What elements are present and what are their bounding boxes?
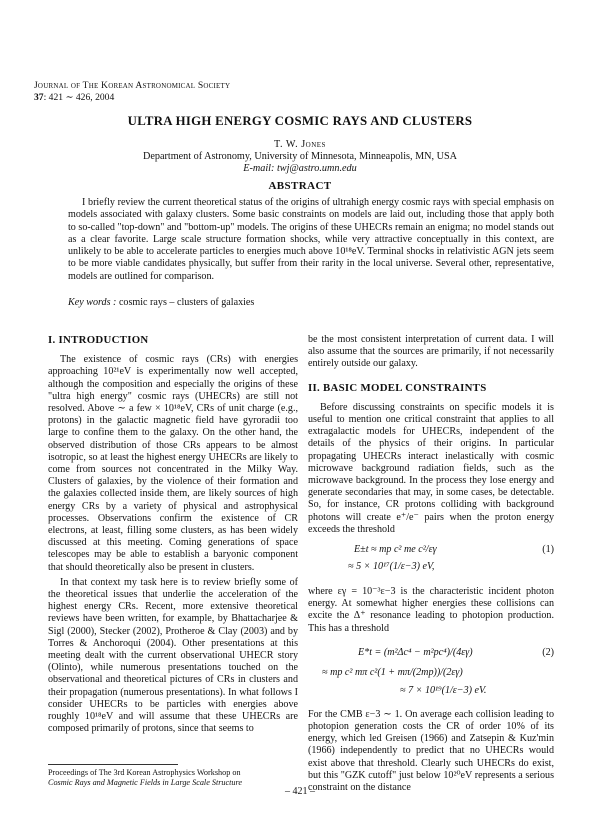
- equation-2-number: (2): [542, 646, 554, 658]
- email-line: E-mail: twj@astro.umn.edu: [243, 163, 357, 174]
- equation-2-line-1: E*t = (m²Δc⁴ − m²pc⁴)/(4εγ): [358, 646, 473, 658]
- constraints-paragraph-2: where εγ = 10⁻³ε−3 is the characteristic incident photon energy. At somewhat higher energies these collisions can excite the Δ⁺ resonance leading to photopion production. This has a threshold: [308, 586, 554, 634]
- abstract-heading: ABSTRACT: [268, 180, 332, 192]
- continued-text: be the most consistent interpretation of current data. I will also assume that the sources are primarily, if not necessarily entirely outside our galaxy.: [308, 334, 554, 370]
- equation-1-number: (1): [542, 544, 554, 556]
- section-heading-constraints: II. BASIC MODEL CONSTRAINTS: [308, 381, 487, 394]
- equation-2-line-3: ≈ 7 × 10¹⁹(1/ε−3) eV.: [400, 684, 487, 696]
- left-column: [48, 334, 298, 736]
- keywords: Key words : cosmic rays – clusters of galaxies: [68, 297, 255, 308]
- equation-2-line-2: ≈ mp c² mπ c²(1 + mπ/(2mp))/(2εγ): [322, 666, 463, 678]
- volume-pages: 37: 421 ∼ 426, 2004: [34, 92, 115, 103]
- equation-2: [308, 643, 554, 703]
- journal-name: Journal of The Korean Astronomical Society: [34, 80, 231, 91]
- paper-title: ULTRA HIGH ENERGY COSMIC RAYS AND CLUSTERS: [127, 114, 473, 128]
- equation-1-line-1: E±t ≈ mp c² me c²/εγ: [354, 544, 437, 556]
- footnote: Proceedings of The 3rd Korean Astrophysics Workshop on Cosmic Rays and Magnetic Fields in Large Scale Structure: [48, 768, 243, 788]
- section-heading-introduction: I. INTRODUCTION: [48, 334, 149, 346]
- equation-1: [308, 544, 554, 582]
- author: T. W. Jones: [274, 139, 326, 150]
- equation-1-line-2: ≈ 5 × 10¹⁷(1/ε−3) eV,: [348, 561, 435, 573]
- abstract-text: I briefly review the current theoretical status of the origins of ultrahigh energy cosmic rays with special emphasis on models associated with galaxy clusters. Some basic constraints on models are laid out, including those that apply both to so-called "top-down" and "bottom-up" models. The origins of these UHECRs remain an enigma; no model stands out as a clear favorite. Large scale structure formation shocks, while very attractive conceptually in this context, are unlikely to be able to accelerate particles to energies much above 10¹⁸eV. Terminal shocks in relativistic AGN jets seem to be more viable candidates physically, but suffer from their rarity in the local universe. Several other, representative, models are outlined for comparison.: [68, 197, 554, 282]
- constraints-paragraph-1: Before discussing constraints on specific models it is useful to mention one critical constraint that applies to all extragalactic models for UHECRs, independent of the details of the physics of their origins. In particular propagating UHECRs interact inelastically with cosmic microwave background radiation fields, such as the microwave background. In the process they lose energy and generate secondaries that may, in some cases, be detectable. So, for instance, CR protons colliding with background photons will create e⁺/e⁻ pairs when the proton energy exceeds the threshold: [308, 401, 554, 535]
- footnote-rule: [48, 764, 178, 765]
- affiliation: Department of Astronomy, University of Minnesota, Minneapolis, MN, USA: [143, 151, 457, 162]
- intro-paragraph-1: The existence of cosmic rays (CRs) with energies approaching 10²¹eV is experimentally now well accepted, although the composition and especially the origins of these "ultra high energy" cosmic rays (UHECRs) are still not resolved. Above ∼ a few × 10¹⁸eV, CRs of unit charge (e.g., protons) in the galactic magnetic field have gyroradii too large to confine them to the galaxy. On the other hand, the observed distribution of those CRs appears to be almost isotropic, so at least the highest energy UHECRs are likely to come from sources not concentrated in the Milky Way. Clusters of galaxies, by the violence of their formation and the galaxies collected inside them, are likely sources of high energy CRs by a variety of physical and astrophysical processes. Observations confirm the existence of CR electrons, at least, filling some clusters, as has been widely discussed at this meeting. Coming generations of space telescopes may be able to establish a baryonic component that should theoretically also be present in clusters.: [48, 354, 298, 573]
- intro-paragraph-2: In that context my task here is to review briefly some of the theoretical issues that underlie the acceleration of the highest energy CRs. Recent, more extensive theoretical reviews have been written, for example, by Bhattacharjee & Sigl (2000), Stecker (2002), Protheroe & Clay (2003) and by Torres & Anchoroqui (2004). Other presentations at this meeting dealt with the current observational UHECR story (Olinto), while numerous presentations touched on the observational and theoretical pictures of CRs in clusters and their propagation (numerous presentations). In what follows I consider UHECRs to be particles with energies above roughly 10¹⁸eV and will assume that these UHECRs are composed primarily of protons, since that seems to: [48, 576, 298, 735]
- constraints-paragraph-3: For the CMB ε−3 ∼ 1. On average each collision leading to photopion generation costs the CR of order 10% of its energy, which led Greisen (1966) and Zatsepin & Kuz'min (1966) independently to predict that no UHECRs would exist above that threshold. Clearly such UHECRs do exist, but this "GZK cutoff" just below 10²⁰eV represents a serious constraint on the distance: [308, 708, 554, 794]
- right-column: [308, 334, 554, 794]
- page-number: – 421 –: [285, 786, 315, 797]
